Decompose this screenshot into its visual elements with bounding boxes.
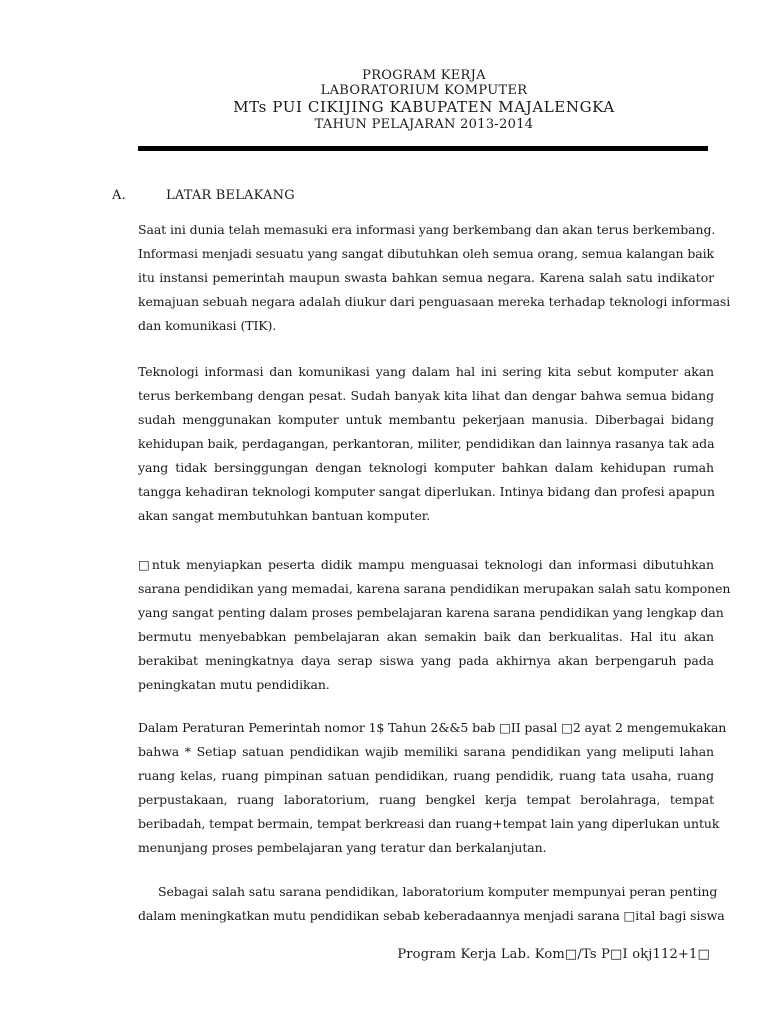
paragraph-line: Saat ini dunia telah memasuki era informasi yang berkembang dan akan terus berkembang. xyxy=(138,222,716,237)
document-header xyxy=(0,68,768,132)
paragraph-line: berakibat meningkatnya daya serap siswa yang pada akhirnya akan berpengaruh pada xyxy=(138,653,714,668)
paragraph-line: kemajuan sebuah negara adalah diukur dari penguasaan mereka terhadap teknologi informasi xyxy=(138,294,731,309)
header-divider xyxy=(138,146,708,151)
paragraph-3 xyxy=(138,553,731,697)
paragraph-line: dalam meningkatkan mutu pendidikan sebab keberadaannya menjadi sarana □ital bagi siswa xyxy=(138,908,725,923)
paragraph-line: sudah menggunakan komputer untuk membantu pekerjaan manusia. Diberbagai bidang xyxy=(138,412,714,427)
paragraph-line: bahwa * Setiap satuan pendidikan wajib memiliki sarana pendidikan yang meliputi lahan xyxy=(138,744,714,759)
page-footer: Program Kerja Lab. Kom□/Ts P□I okj112+1□ xyxy=(397,947,710,962)
paragraph-line: □ntuk menyiapkan peserta didik mampu menguasai teknologi dan informasi dibutuhkan xyxy=(138,557,714,572)
paragraph-line: bermutu menyebabkan pembelajaran akan semakin baik dan berkualitas. Hal itu akan xyxy=(138,629,714,644)
section-heading xyxy=(112,188,295,204)
paragraph-5 xyxy=(138,880,725,928)
paragraph-line: Informasi menjadi sesuatu yang sangat dibutuhkan oleh semua orang, semua kalangan baik xyxy=(138,246,714,261)
paragraph-line: perpustakaan, ruang laboratorium, ruang bengkel kerja tempat berolahraga, tempat xyxy=(138,792,714,807)
section-title: LATAR BELAKANG xyxy=(166,188,295,203)
paragraph-line: yang sangat penting dalam proses pembelajaran karena sarana pendidikan yang lengkap dan xyxy=(138,605,724,620)
header-subtitle: LABORATORIUM KOMPUTER xyxy=(320,83,528,98)
paragraph-line: itu instansi pemerintah maupun swasta bahkan semua negara. Karena salah satu indikator xyxy=(138,270,714,285)
paragraph-line: terus berkembang dengan pesat. Sudah banyak kita lihat dan dengar bahwa semua bidang xyxy=(138,388,714,403)
section-number: A. xyxy=(112,188,126,203)
paragraph-2 xyxy=(138,360,714,528)
header-title: PROGRAM KERJA xyxy=(362,68,486,83)
paragraph-4 xyxy=(138,716,727,860)
paragraph-line: tangga kehadiran teknologi komputer sangat diperlukan. Intinya bidang dan profesi apapun xyxy=(138,484,715,499)
paragraph-line: beribadah, tempat bermain, tempat berkreasi dan ruang+tempat lain yang diperlukan untuk xyxy=(138,816,720,831)
paragraph-line: yang tidak bersinggungan dengan teknologi komputer bahkan dalam kehidupan rumah xyxy=(138,460,714,475)
paragraph-line: menunjang proses pembelajaran yang teratur dan berkalanjutan. xyxy=(138,840,547,855)
paragraph-line: Dalam Peraturan Pemerintah nomor 1$ Tahun 2&&5 bab □II pasal □2 ayat 2 mengemukakan xyxy=(138,720,727,735)
paragraph-line: ruang kelas, ruang pimpinan satuan pendidikan, ruang pendidik, ruang tata usaha, ruang xyxy=(138,768,714,783)
header-academic-year: TAHUN PELAJARAN 2013-2014 xyxy=(314,117,534,132)
paragraph-line: sarana pendidikan yang memadai, karena sarana pendidikan merupakan salah satu komponen xyxy=(138,581,731,596)
paragraph-line: akan sangat membutuhkan bantuan komputer. xyxy=(138,508,431,523)
paragraph-line: dan komunikasi (TIK). xyxy=(138,318,277,333)
paragraph-1 xyxy=(138,218,731,338)
paragraph-line: kehidupan baik, perdagangan, perkantoran, militer, pendidikan dan lainnya rasanya tak ada xyxy=(138,436,715,451)
paragraph-line: peningkatan mutu pendidikan. xyxy=(138,677,330,692)
paragraph-line: Teknologi informasi dan komunikasi yang dalam hal ini sering kita sebut komputer akan xyxy=(138,364,714,379)
paragraph-line: Sebagai salah satu sarana pendidikan, laboratorium komputer mempunyai peran penting xyxy=(158,884,718,899)
header-school-name: MTs PUI CIKIJING KABUPATEN MAJALENGKA xyxy=(233,98,615,116)
